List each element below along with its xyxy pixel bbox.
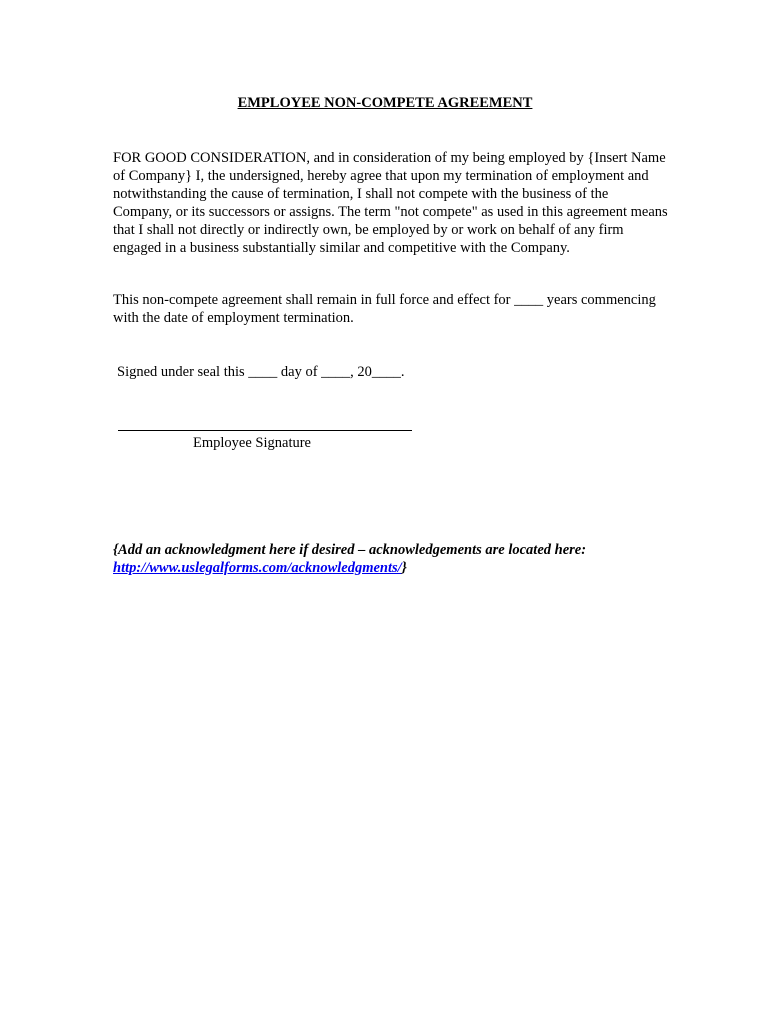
acknowledgment-close: } (401, 560, 407, 576)
signature-line (118, 430, 412, 431)
acknowledgments-link[interactable]: http://www.uslegalforms.com/acknowledgments/ (113, 560, 402, 576)
signature-label: Employee Signature (193, 435, 311, 451)
acknowledgment-text: {Add an acknowledgment here if desired – acknowledgements are located here: (113, 542, 587, 558)
document-title: EMPLOYEE NON-COMPETE AGREEMENT (237, 95, 533, 111)
agreement-paragraph: FOR GOOD CONSIDERATION, and in consideration of my being employed by {Insert Name of Company} I, the undersigned, hereby agree that upon my termination of employment and notwithstanding the cause of termination, I shall not compete with the business of the Company, or its successors or assigns. The term "not compete" as used in this agreement means that I shall not directly or indirectly own, be employed by or work on behalf of any firm engaged in a business substantially similar and competitive with the Company. (113, 150, 668, 256)
signed-under-seal-line: Signed under seal this ____ day of ____, 20____. (117, 364, 405, 380)
acknowledgment-note (113, 541, 673, 577)
duration-paragraph: This non-compete agreement shall remain in full force and effect for ____ years commencing with the date of employment termination. (113, 292, 656, 326)
